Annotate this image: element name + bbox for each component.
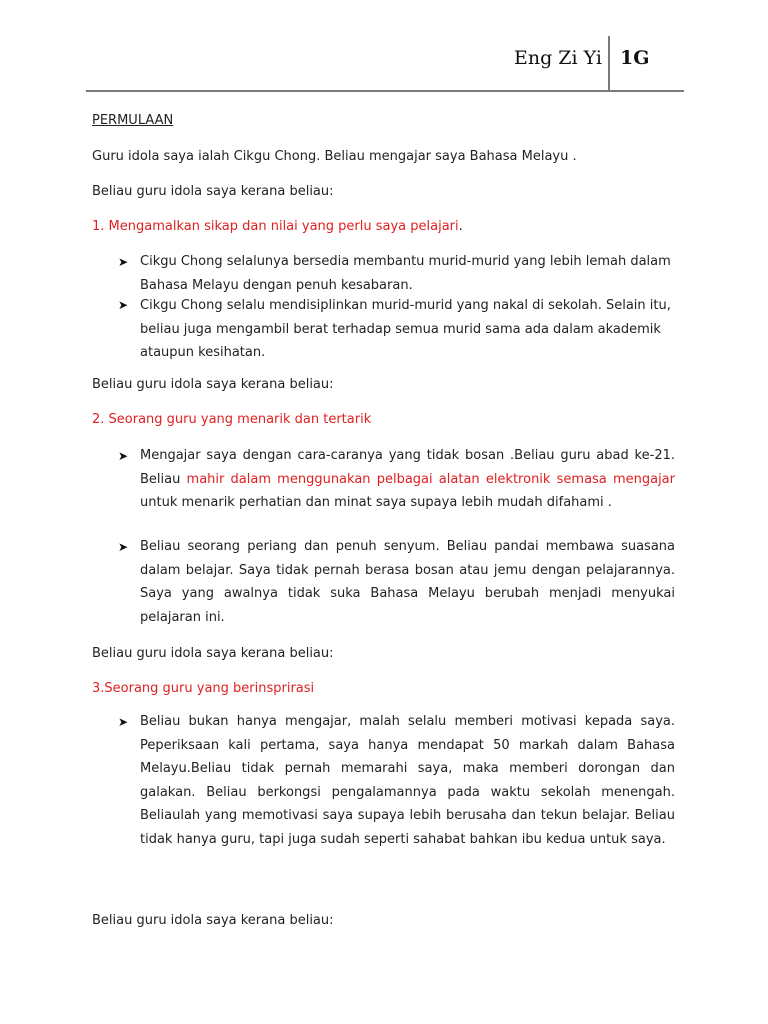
arrow-bullet-icon: ➤ [118, 255, 129, 269]
section-2-title: 2. Seorang guru yang menarik dan tertarik [92, 412, 372, 427]
arrow-bullet-icon: ➤ [118, 298, 129, 312]
reason-line-2: Beliau guru idola saya kerana beliau: [92, 377, 334, 392]
header-student-name: Eng Zi Yi [514, 47, 602, 69]
section-2-bullet-2: Beliau seorang periang dan penuh senyum. Beliau pandai membawa suasana dalam belajar. Saya tidak pernah berasa bosan atau jemu dengan pelajarannya. Saya yang awalnya tidak suka Bahasa Melayu berubah menjadi menyukai pelajaran ini. [140, 539, 675, 625]
arrow-bullet-icon: ➤ [118, 715, 129, 729]
section-2-bullet-1: Mengajar saya dengan cara-caranya yang tidak bosan .Beliau guru abad ke-21. Beliau mahir dalam menggunakan pelbagai alatan elektronik semasa mengajar untuk menarik perhatian dan minat saya supaya lebih mudah difahami . [140, 448, 675, 510]
arrow-bullet-icon: ➤ [118, 540, 129, 554]
header-class: 1G [620, 47, 650, 69]
section-1-bullet-1: Cikgu Chong selalunya bersedia membantu murid-murid yang lebih lemah dalam Bahasa Melayu dengan penuh kesabaran. [140, 254, 671, 293]
header-divider-vertical [608, 36, 610, 92]
section-1-title: 1. Mengamalkan sikap dan nilai yang perlu saya pelajari. [92, 219, 463, 234]
reason-line-1: Beliau guru idola saya kerana beliau: [92, 184, 334, 199]
arrow-bullet-icon: ➤ [118, 449, 129, 463]
section-3-bullet-1: Beliau bukan hanya mengajar, malah selalu memberi motivasi kepada saya. Peperiksaan kali pertama, saya hanya mendapat 50 markah dalam Bahasa Melayu.Beliau tidak pernah memarahi saya, maka memberi dorongan dan galakan. Beliau berkongsi pengalamannya pada waktu sekolah menengah. Beliaulah yang memotivasi saya supaya lebih berusaha dan tekun belajar. Beliau tidak hanya guru, tapi juga sudah seperti sahabat bahkan ibu kedua untuk saya. [140, 714, 675, 847]
reason-line-3: Beliau guru idola saya kerana beliau: [92, 646, 334, 661]
intro-paragraph: Guru idola saya ialah Cikgu Chong. Beliau mengajar saya Bahasa Melayu . [92, 149, 577, 164]
reason-line-4: Beliau guru idola saya kerana beliau: [92, 913, 334, 928]
section-heading: PERMULAAN [92, 113, 174, 128]
header-rule [86, 90, 684, 92]
section-3-title: 3.Seorang guru yang berinsprirasi [92, 681, 315, 696]
section-1-bullet-2: Cikgu Chong selalu mendisiplinkan murid-murid yang nakal di sekolah. Selain itu, beliau juga mengambil berat terhadap semua murid sama ada dalam akademik ataupun kesihatan. [140, 298, 671, 360]
